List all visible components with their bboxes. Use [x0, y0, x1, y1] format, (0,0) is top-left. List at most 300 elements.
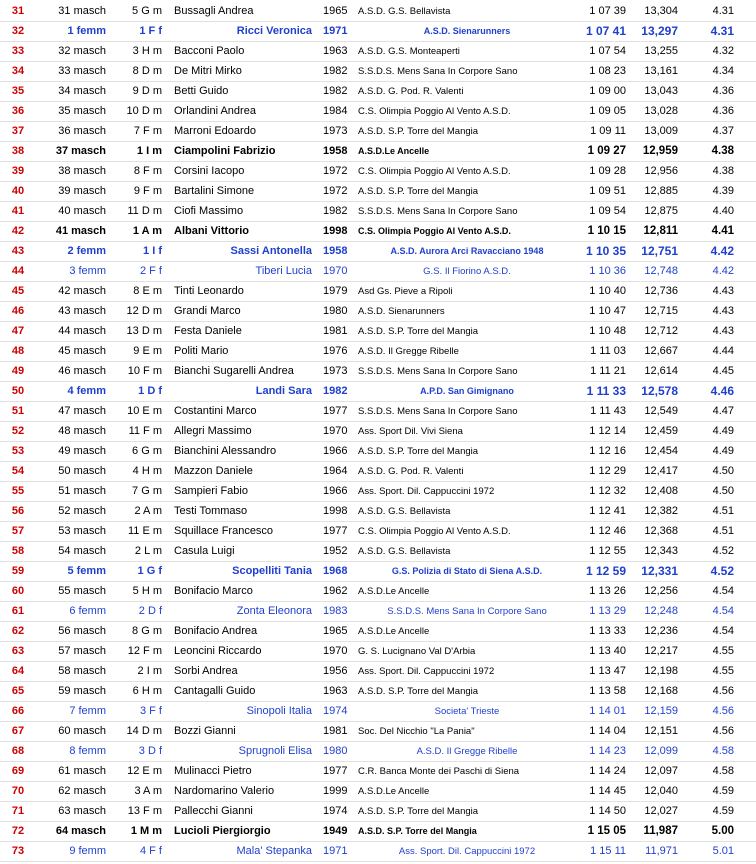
finish-time-cell: 1 10 47	[589, 305, 626, 317]
category-rank-cell: 3 F f	[139, 705, 162, 717]
athlete-name-cell: Mazzon Daniele	[174, 465, 253, 477]
table-row	[0, 142, 756, 162]
category-rank-cell: 5 H m	[132, 585, 162, 597]
pace-cell: 4.54	[712, 625, 734, 637]
pace-cell: 4.46	[710, 384, 734, 398]
finish-time-cell: 1 10 48	[589, 325, 626, 337]
finish-time-cell: 1 12 14	[589, 425, 626, 437]
table-row	[0, 822, 756, 842]
gender-rank-cell: 1 femm	[67, 25, 106, 37]
club-cell: S.S.D.S. Mens Sana In Corpore Sano	[387, 606, 547, 617]
club-cell: A.S.D. S.P. Torre del Mangia	[358, 446, 479, 457]
pace-cell: 4.31	[712, 5, 734, 17]
position-cell: 56	[11, 505, 25, 517]
category-rank-cell: 11 E m	[127, 525, 162, 537]
birth-year-cell: 1973	[323, 365, 348, 377]
category-rank-cell: 1 I f	[143, 245, 162, 257]
category-rank-cell: 1 A m	[132, 225, 162, 237]
gender-rank-cell: 53 masch	[58, 525, 106, 537]
finish-time-cell: 1 15 11	[590, 845, 626, 857]
finish-time-cell: 1 09 05	[589, 105, 626, 117]
gender-rank-cell: 52 masch	[58, 505, 106, 517]
table-row	[0, 422, 756, 442]
club-cell: A.S.D. Il Gregge Ribelle	[416, 746, 518, 757]
athlete-name-cell: Bonifacio Marco	[174, 585, 253, 597]
athlete-name-cell: Bianchi Sugarelli Andrea	[174, 365, 294, 377]
pace-cell: 4.54	[712, 585, 734, 597]
club-cell: A.S.D. S.P. Torre del Mangia	[358, 806, 479, 817]
speed-cell: 12,751	[641, 244, 678, 258]
category-rank-cell: 7 F m	[133, 125, 162, 137]
speed-cell: 12,549	[644, 405, 678, 417]
category-rank-cell: 1 I m	[136, 145, 162, 157]
position-cell: 70	[11, 785, 25, 797]
finish-time-cell: 1 08 23	[589, 65, 626, 77]
table-row	[0, 382, 756, 402]
athlete-name-cell: Sassi Antonella	[230, 245, 312, 257]
club-cell: S.S.D.S. Mens Sana In Corpore Sano	[358, 406, 518, 417]
category-rank-cell: 3 D f	[138, 745, 162, 757]
athlete-name-cell: Sorbi Andrea	[174, 665, 238, 677]
speed-cell: 12,667	[644, 345, 678, 357]
table-row	[0, 2, 756, 22]
athlete-name-cell: Grandi Marco	[174, 305, 241, 317]
finish-time-cell: 1 15 05	[587, 825, 626, 837]
finish-time-cell: 1 09 54	[589, 205, 626, 217]
table-row	[0, 342, 756, 362]
pace-cell: 4.43	[712, 305, 734, 317]
category-rank-cell: 12 E m	[127, 765, 162, 777]
club-cell: S.S.D.S. Mens Sana In Corpore Sano	[358, 206, 518, 217]
birth-year-cell: 1965	[323, 5, 348, 17]
birth-year-cell: 1982	[323, 205, 348, 217]
finish-time-cell: 1 13 26	[589, 585, 626, 597]
gender-rank-cell: 60 masch	[58, 725, 106, 737]
category-rank-cell: 11 D m	[127, 205, 162, 217]
pace-cell: 4.54	[712, 605, 734, 617]
athlete-name-cell: Betti Guido	[174, 85, 229, 97]
club-cell: C.S. Olimpia Poggio Al Vento A.S.D.	[358, 106, 511, 117]
pace-cell: 4.51	[712, 505, 734, 517]
gender-rank-cell: 33 masch	[58, 65, 106, 77]
finish-time-cell: 1 11 33	[586, 384, 626, 398]
birth-year-cell: 1949	[323, 825, 348, 837]
category-rank-cell: 9 E m	[133, 345, 162, 357]
category-rank-cell: 13 D m	[126, 325, 162, 337]
gender-rank-cell: 41 masch	[55, 225, 106, 237]
club-cell: A.S.D. G.S. Bellavista	[358, 6, 451, 17]
pace-cell: 4.39	[712, 185, 734, 197]
speed-cell: 13,255	[644, 45, 678, 57]
position-cell: 57	[11, 525, 25, 537]
table-row	[0, 682, 756, 702]
position-cell: 40	[11, 185, 25, 197]
birth-year-cell: 1963	[323, 685, 348, 697]
gender-rank-cell: 39 masch	[58, 185, 106, 197]
birth-year-cell: 1970	[323, 265, 348, 277]
speed-cell: 12,256	[644, 585, 678, 597]
gender-rank-cell: 61 masch	[58, 765, 106, 777]
gender-rank-cell: 51 masch	[58, 485, 106, 497]
finish-time-cell: 1 07 39	[589, 5, 626, 17]
club-cell: A.P.D. San Gimignano	[420, 386, 514, 396]
pace-cell: 4.58	[712, 765, 734, 777]
birth-year-cell: 1976	[323, 345, 348, 357]
table-row	[0, 802, 756, 822]
finish-time-cell: 1 09 00	[589, 85, 626, 97]
pace-cell: 4.44	[712, 345, 734, 357]
birth-year-cell: 1977	[323, 405, 348, 417]
athlete-name-cell: Nardomarino Valerio	[174, 785, 275, 797]
pace-cell: 4.41	[711, 225, 734, 237]
gender-rank-cell: 4 femm	[67, 385, 106, 397]
table-row	[0, 282, 756, 302]
gender-rank-cell: 8 femm	[69, 745, 106, 757]
club-cell: G. S. Lucignano Val D'Arbia	[358, 646, 476, 657]
athlete-name-cell: Mala' Stepanka	[236, 845, 312, 857]
birth-year-cell: 1965	[323, 625, 348, 637]
speed-cell: 12,099	[644, 745, 678, 757]
speed-cell: 12,382	[644, 505, 678, 517]
finish-time-cell: 1 10 40	[589, 285, 626, 297]
table-row	[0, 782, 756, 802]
pace-cell: 4.56	[712, 685, 734, 697]
birth-year-cell: 1970	[323, 645, 348, 657]
gender-rank-cell: 37 masch	[55, 145, 106, 157]
birth-year-cell: 1966	[323, 445, 348, 457]
category-rank-cell: 5 G m	[132, 5, 162, 17]
finish-time-cell: 1 14 45	[589, 785, 626, 797]
pace-cell: 4.45	[712, 365, 734, 377]
table-row	[0, 122, 756, 142]
gender-rank-cell: 46 masch	[58, 365, 106, 377]
pace-cell: 4.38	[712, 165, 734, 177]
position-cell: 43	[11, 245, 25, 257]
speed-cell: 12,040	[644, 785, 678, 797]
athlete-name-cell: Ciofi Massimo	[174, 205, 244, 217]
birth-year-cell: 1968	[323, 565, 348, 577]
finish-time-cell: 1 11 21	[590, 365, 626, 377]
category-rank-cell: 3 H m	[132, 45, 162, 57]
speed-cell: 12,614	[644, 365, 678, 377]
finish-time-cell: 1 09 11	[590, 125, 626, 137]
speed-cell: 12,956	[644, 165, 678, 177]
club-cell: C.R. Banca Monte dei Paschi di Siena	[358, 766, 520, 777]
athlete-name-cell: Bussagli Andrea	[174, 5, 254, 17]
category-rank-cell: 4 H m	[132, 465, 162, 477]
category-rank-cell: 1 M m	[130, 825, 162, 837]
position-cell: 71	[11, 805, 25, 817]
gender-rank-cell: 49 masch	[58, 445, 106, 457]
pace-cell: 5.01	[712, 845, 734, 857]
table-row	[0, 162, 756, 182]
club-cell: Ass. Sport. Dil. Cappuccini 1972	[398, 846, 536, 857]
birth-year-cell: 1952	[323, 545, 348, 557]
category-rank-cell: 8 G m	[132, 625, 162, 637]
table-row	[0, 82, 756, 102]
table-row	[0, 642, 756, 662]
table-row	[0, 262, 756, 282]
birth-year-cell: 1964	[323, 465, 348, 477]
gender-rank-cell: 7 femm	[69, 705, 106, 717]
position-cell: 38	[11, 145, 25, 157]
table-row	[0, 322, 756, 342]
position-cell: 35	[11, 85, 25, 97]
category-rank-cell: 6 H m	[132, 685, 162, 697]
speed-cell: 12,811	[643, 225, 678, 237]
position-cell: 60	[11, 585, 25, 597]
position-cell: 59	[11, 565, 25, 577]
club-cell: A.S.D.Le Ancelle	[358, 146, 430, 156]
club-cell: A.S.D.Le Ancelle	[358, 786, 430, 797]
speed-cell: 13,161	[644, 65, 678, 77]
position-cell: 32	[11, 25, 25, 37]
gender-rank-cell: 63 masch	[58, 805, 106, 817]
pace-cell: 4.49	[712, 445, 734, 457]
speed-cell: 12,236	[644, 625, 678, 637]
position-cell: 41	[11, 205, 25, 217]
pace-cell: 4.56	[712, 705, 734, 717]
table-row	[0, 842, 756, 862]
position-cell: 73	[11, 845, 25, 857]
birth-year-cell: 1999	[323, 785, 348, 797]
athlete-name-cell: De Mitri Mirko	[174, 65, 242, 77]
birth-year-cell: 1980	[323, 305, 348, 317]
speed-cell: 12,885	[644, 185, 678, 197]
category-rank-cell: 10 F m	[127, 365, 162, 377]
position-cell: 47	[11, 325, 25, 337]
finish-time-cell: 1 09 51	[589, 185, 626, 197]
birth-year-cell: 1971	[323, 845, 348, 857]
speed-cell: 12,712	[644, 325, 678, 337]
birth-year-cell: 1958	[323, 145, 348, 157]
birth-year-cell: 1981	[323, 325, 348, 337]
athlete-name-cell: Bacconi Paolo	[174, 45, 245, 57]
finish-time-cell: 1 14 23	[589, 745, 626, 757]
table-row	[0, 522, 756, 542]
athlete-name-cell: Albani Vittorio	[174, 225, 249, 237]
pace-cell: 4.49	[712, 425, 734, 437]
speed-cell: 13,297	[641, 24, 678, 38]
finish-time-cell: 1 13 29	[589, 605, 626, 617]
gender-rank-cell: 64 masch	[55, 825, 106, 837]
birth-year-cell: 1966	[323, 485, 348, 497]
pace-cell: 4.58	[712, 745, 734, 757]
athlete-name-cell: Bartalini Simone	[174, 185, 255, 197]
pace-cell: 4.37	[712, 125, 734, 137]
finish-time-cell: 1 13 47	[589, 665, 626, 677]
birth-year-cell: 1982	[323, 85, 348, 97]
position-cell: 65	[11, 685, 25, 697]
table-row	[0, 302, 756, 322]
table-row	[0, 622, 756, 642]
club-cell: C.S. Olimpia Poggio Al Vento A.S.D.	[358, 526, 511, 537]
position-cell: 48	[11, 345, 25, 357]
athlete-name-cell: Corsini Iacopo	[174, 165, 245, 177]
speed-cell: 13,028	[644, 105, 678, 117]
gender-rank-cell: 5 femm	[67, 565, 106, 577]
category-rank-cell: 1 F f	[139, 25, 162, 37]
gender-rank-cell: 44 masch	[58, 325, 106, 337]
category-rank-cell: 2 D f	[138, 605, 162, 617]
speed-cell: 12,748	[644, 265, 678, 277]
pace-cell: 4.59	[712, 785, 734, 797]
club-cell: A.S.D. Il Gregge Ribelle	[358, 346, 459, 357]
athlete-name-cell: Costantini Marco	[174, 405, 257, 417]
finish-time-cell: 1 10 35	[585, 244, 626, 258]
speed-cell: 13,009	[644, 125, 678, 137]
position-cell: 69	[11, 765, 25, 777]
athlete-name-cell: Zonta Eleonora	[236, 605, 312, 617]
club-cell: Ass. Sport Dil. Vivi Siena	[358, 426, 463, 437]
club-cell: A.S.D. G.S. Bellavista	[358, 506, 451, 517]
birth-year-cell: 1979	[323, 285, 348, 297]
table-row	[0, 62, 756, 82]
pace-cell: 4.59	[712, 805, 734, 817]
club-cell: C.S. Olimpia Poggio Al Vento A.S.D.	[358, 166, 511, 177]
position-cell: 64	[11, 665, 25, 677]
birth-year-cell: 1983	[323, 605, 348, 617]
club-cell: S.S.D.S. Mens Sana In Corpore Sano	[358, 66, 518, 77]
table-row	[0, 762, 756, 782]
athlete-name-cell: Scopelliti Tania	[232, 565, 312, 577]
athlete-name-cell: Casula Luigi	[174, 545, 235, 557]
category-rank-cell: 3 A m	[134, 785, 162, 797]
speed-cell: 12,417	[644, 465, 678, 477]
speed-cell: 12,168	[644, 685, 678, 697]
club-cell: Societa' Trieste	[434, 706, 500, 717]
club-cell: A.S.D. S.P. Torre del Mangia	[358, 326, 479, 337]
club-cell: Soc. Del Nicchio "La Pania"	[358, 726, 475, 737]
position-cell: 55	[11, 485, 25, 497]
speed-cell: 11,971	[645, 845, 678, 857]
pace-cell: 4.43	[712, 285, 734, 297]
club-cell: A.S.D. S.P. Torre del Mangia	[358, 186, 479, 197]
table-row	[0, 202, 756, 222]
position-cell: 63	[11, 645, 25, 657]
birth-year-cell: 1958	[323, 245, 348, 257]
athlete-name-cell: Bianchini Alessandro	[174, 445, 277, 457]
speed-cell: 12,027	[644, 805, 678, 817]
club-cell: A.S.D.Le Ancelle	[358, 586, 430, 597]
club-cell: A.S.D. S.P. Torre del Mangia	[358, 126, 479, 137]
speed-cell: 13,043	[644, 85, 678, 97]
table-row	[0, 102, 756, 122]
club-cell: G.S. Il Fiorino A.S.D.	[423, 266, 511, 277]
pace-cell: 4.36	[712, 85, 734, 97]
club-cell: A.S.D. Sienarunners	[358, 306, 445, 317]
table-row	[0, 702, 756, 722]
gender-rank-cell: 45 masch	[58, 345, 106, 357]
category-rank-cell: 12 D m	[126, 305, 162, 317]
speed-cell: 12,217	[644, 645, 678, 657]
birth-year-cell: 1977	[323, 525, 348, 537]
gender-rank-cell: 56 masch	[58, 625, 106, 637]
finish-time-cell: 1 12 46	[589, 525, 626, 537]
athlete-name-cell: Orlandini Andrea	[174, 105, 256, 117]
category-rank-cell: 12 F m	[127, 645, 162, 657]
finish-time-cell: 1 11 43	[590, 405, 626, 417]
table-row	[0, 242, 756, 262]
birth-year-cell: 1972	[323, 165, 348, 177]
table-row	[0, 562, 756, 582]
athlete-name-cell: Testi Tommaso	[174, 505, 248, 517]
pace-cell: 4.50	[712, 465, 734, 477]
club-cell: A.S.D. G. Pod. R. Valenti	[358, 466, 464, 477]
athlete-name-cell: Squillace Francesco	[174, 525, 274, 537]
category-rank-cell: 2 I m	[137, 665, 162, 677]
position-cell: 37	[11, 125, 25, 137]
athlete-name-cell: Marroni Edoardo	[174, 125, 256, 137]
position-cell: 54	[11, 465, 25, 477]
club-cell: A.S.D. S.P. Torre del Mangia	[358, 686, 479, 697]
athlete-name-cell: Ciampolini Fabrizio	[174, 145, 276, 157]
finish-time-cell: 1 07 41	[585, 24, 626, 38]
table-row	[0, 182, 756, 202]
position-cell: 34	[11, 65, 25, 77]
athlete-name-cell: Bozzi Gianni	[174, 725, 236, 737]
birth-year-cell: 1970	[323, 425, 348, 437]
pace-cell: 4.40	[712, 205, 734, 217]
table-row	[0, 602, 756, 622]
finish-time-cell: 1 12 55	[589, 545, 626, 557]
birth-year-cell: 1998	[323, 225, 348, 237]
club-cell: A.S.D. G.S. Monteaperti	[358, 46, 460, 57]
position-cell: 53	[11, 445, 25, 457]
athlete-name-cell: Cantagalli Guido	[174, 685, 256, 697]
gender-rank-cell: 2 femm	[67, 245, 106, 257]
category-rank-cell: 10 E m	[127, 405, 162, 417]
finish-time-cell: 1 12 59	[585, 564, 626, 578]
club-cell: C.S. Olimpia Poggio Al Vento A.S.D.	[358, 226, 511, 236]
speed-cell: 12,875	[644, 205, 678, 217]
athlete-name-cell: Tinti Leonardo	[174, 285, 244, 297]
athlete-name-cell: Allegri Massimo	[174, 425, 252, 437]
athlete-name-cell: Bonifacio Andrea	[174, 625, 258, 637]
gender-rank-cell: 55 masch	[58, 585, 106, 597]
gender-rank-cell: 62 masch	[58, 785, 106, 797]
birth-year-cell: 1963	[323, 45, 348, 57]
gender-rank-cell: 43 masch	[58, 305, 106, 317]
speed-cell: 12,331	[641, 564, 678, 578]
finish-time-cell: 1 09 27	[587, 145, 626, 157]
birth-year-cell: 1974	[323, 705, 348, 717]
gender-rank-cell: 42 masch	[58, 285, 106, 297]
athlete-name-cell: Pallecchi Gianni	[174, 805, 253, 817]
club-cell: Ass. Sport. Dil. Cappuccini 1972	[358, 666, 495, 677]
table-row	[0, 362, 756, 382]
speed-cell: 12,343	[644, 545, 678, 557]
position-cell: 51	[11, 405, 25, 417]
table-row	[0, 22, 756, 42]
finish-time-cell: 1 12 41	[589, 505, 626, 517]
gender-rank-cell: 36 masch	[58, 125, 106, 137]
club-cell: S.S.D.S. Mens Sana In Corpore Sano	[358, 366, 518, 377]
speed-cell: 12,248	[644, 605, 678, 617]
category-rank-cell: 8 D m	[132, 65, 162, 77]
athlete-name-cell: Lucioli Piergiorgio	[174, 825, 271, 837]
position-cell: 42	[11, 225, 25, 237]
category-rank-cell: 2 A m	[134, 505, 162, 517]
position-cell: 67	[11, 725, 25, 737]
finish-time-cell: 1 13 58	[589, 685, 626, 697]
table-row	[0, 442, 756, 462]
finish-time-cell: 1 12 29	[589, 465, 626, 477]
speed-cell: 12,151	[644, 725, 678, 737]
speed-cell: 12,097	[644, 765, 678, 777]
pace-cell: 4.56	[712, 725, 734, 737]
table-row	[0, 42, 756, 62]
